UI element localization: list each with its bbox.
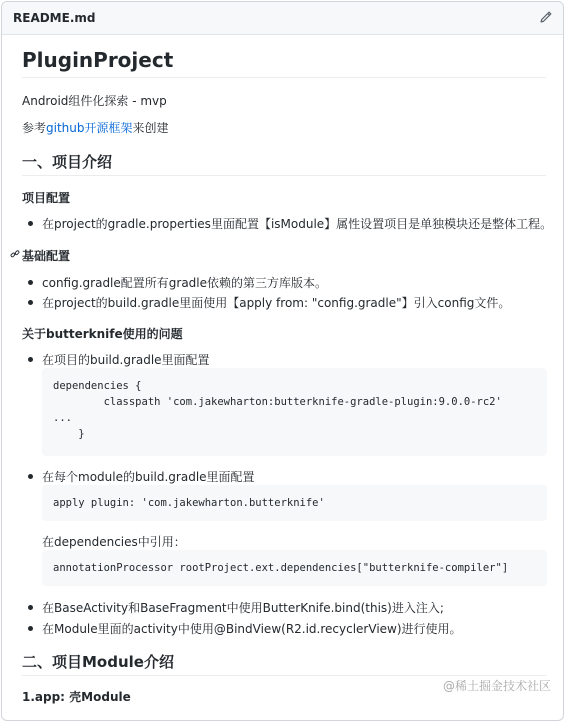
section2-heading: 二、项目Module介绍 — [22, 653, 174, 671]
basic-config-label: 基础配置 — [22, 249, 71, 263]
code-block: annotationProcessor rootProject.ext.dependencies["butterknife-compiler"] — [42, 550, 547, 586]
code-block: apply plugin: 'com.jakewharton.butterknife' — [42, 485, 547, 521]
intro-text: Android组件化探索 - mvp — [22, 94, 167, 108]
basic-config-heading — [22, 247, 70, 264]
pencil-icon[interactable] — [539, 10, 553, 24]
list-item: 在Module里面的activity中使用@BindView(R2.id.recyclerView)进行使用。 — [42, 622, 462, 636]
reference-prefix: 参考 — [22, 121, 47, 135]
title-divider — [22, 77, 546, 78]
list-item: 在project的gradle.properties里面配置【isModule】属性设置项目是单独模块还是整体工程。 — [42, 217, 553, 231]
github-link[interactable]: github开源框架 — [46, 121, 133, 135]
dependencies-note: 在dependencies中引用： — [42, 535, 186, 549]
list-item: 在项目的build.gradle里面配置 — [42, 353, 210, 367]
section1-heading: 一、项目介绍 — [22, 153, 113, 171]
app-module-heading: 1.app: 壳Module — [22, 690, 131, 704]
reference-suffix: 来创建 — [132, 121, 169, 135]
file-name: README.md — [13, 11, 96, 25]
section2-divider — [22, 675, 546, 676]
watermark: @稀土掘金技术社区 — [442, 679, 551, 693]
readme-panel — [1, 1, 564, 721]
project-config-heading: 项目配置 — [22, 191, 71, 205]
list-item: config.gradle配置所有gradle依赖的第三方库版本。 — [42, 276, 328, 290]
reference-line — [22, 119, 169, 136]
section1-divider — [22, 175, 546, 176]
list-item: 在BaseActivity和BaseFragment中使用ButterKnife.bind(this)进入注入; — [42, 601, 444, 615]
file-header — [2, 2, 563, 35]
list-item: 在每个module的build.gradle里面配置 — [42, 470, 255, 484]
butterknife-heading: 关于butterknife使用的问题 — [22, 327, 183, 341]
link-icon[interactable] — [10, 249, 20, 259]
page-title: PluginProject — [22, 48, 174, 72]
list-item: 在project的build.gradle里面使用【apply from: "config.gradle"】引入config文件。 — [42, 296, 511, 310]
code-block: dependencies { classpath 'com.jakewharton:butterknife-gradle-plugin:9.0.0-rc2' ... } — [42, 368, 547, 456]
